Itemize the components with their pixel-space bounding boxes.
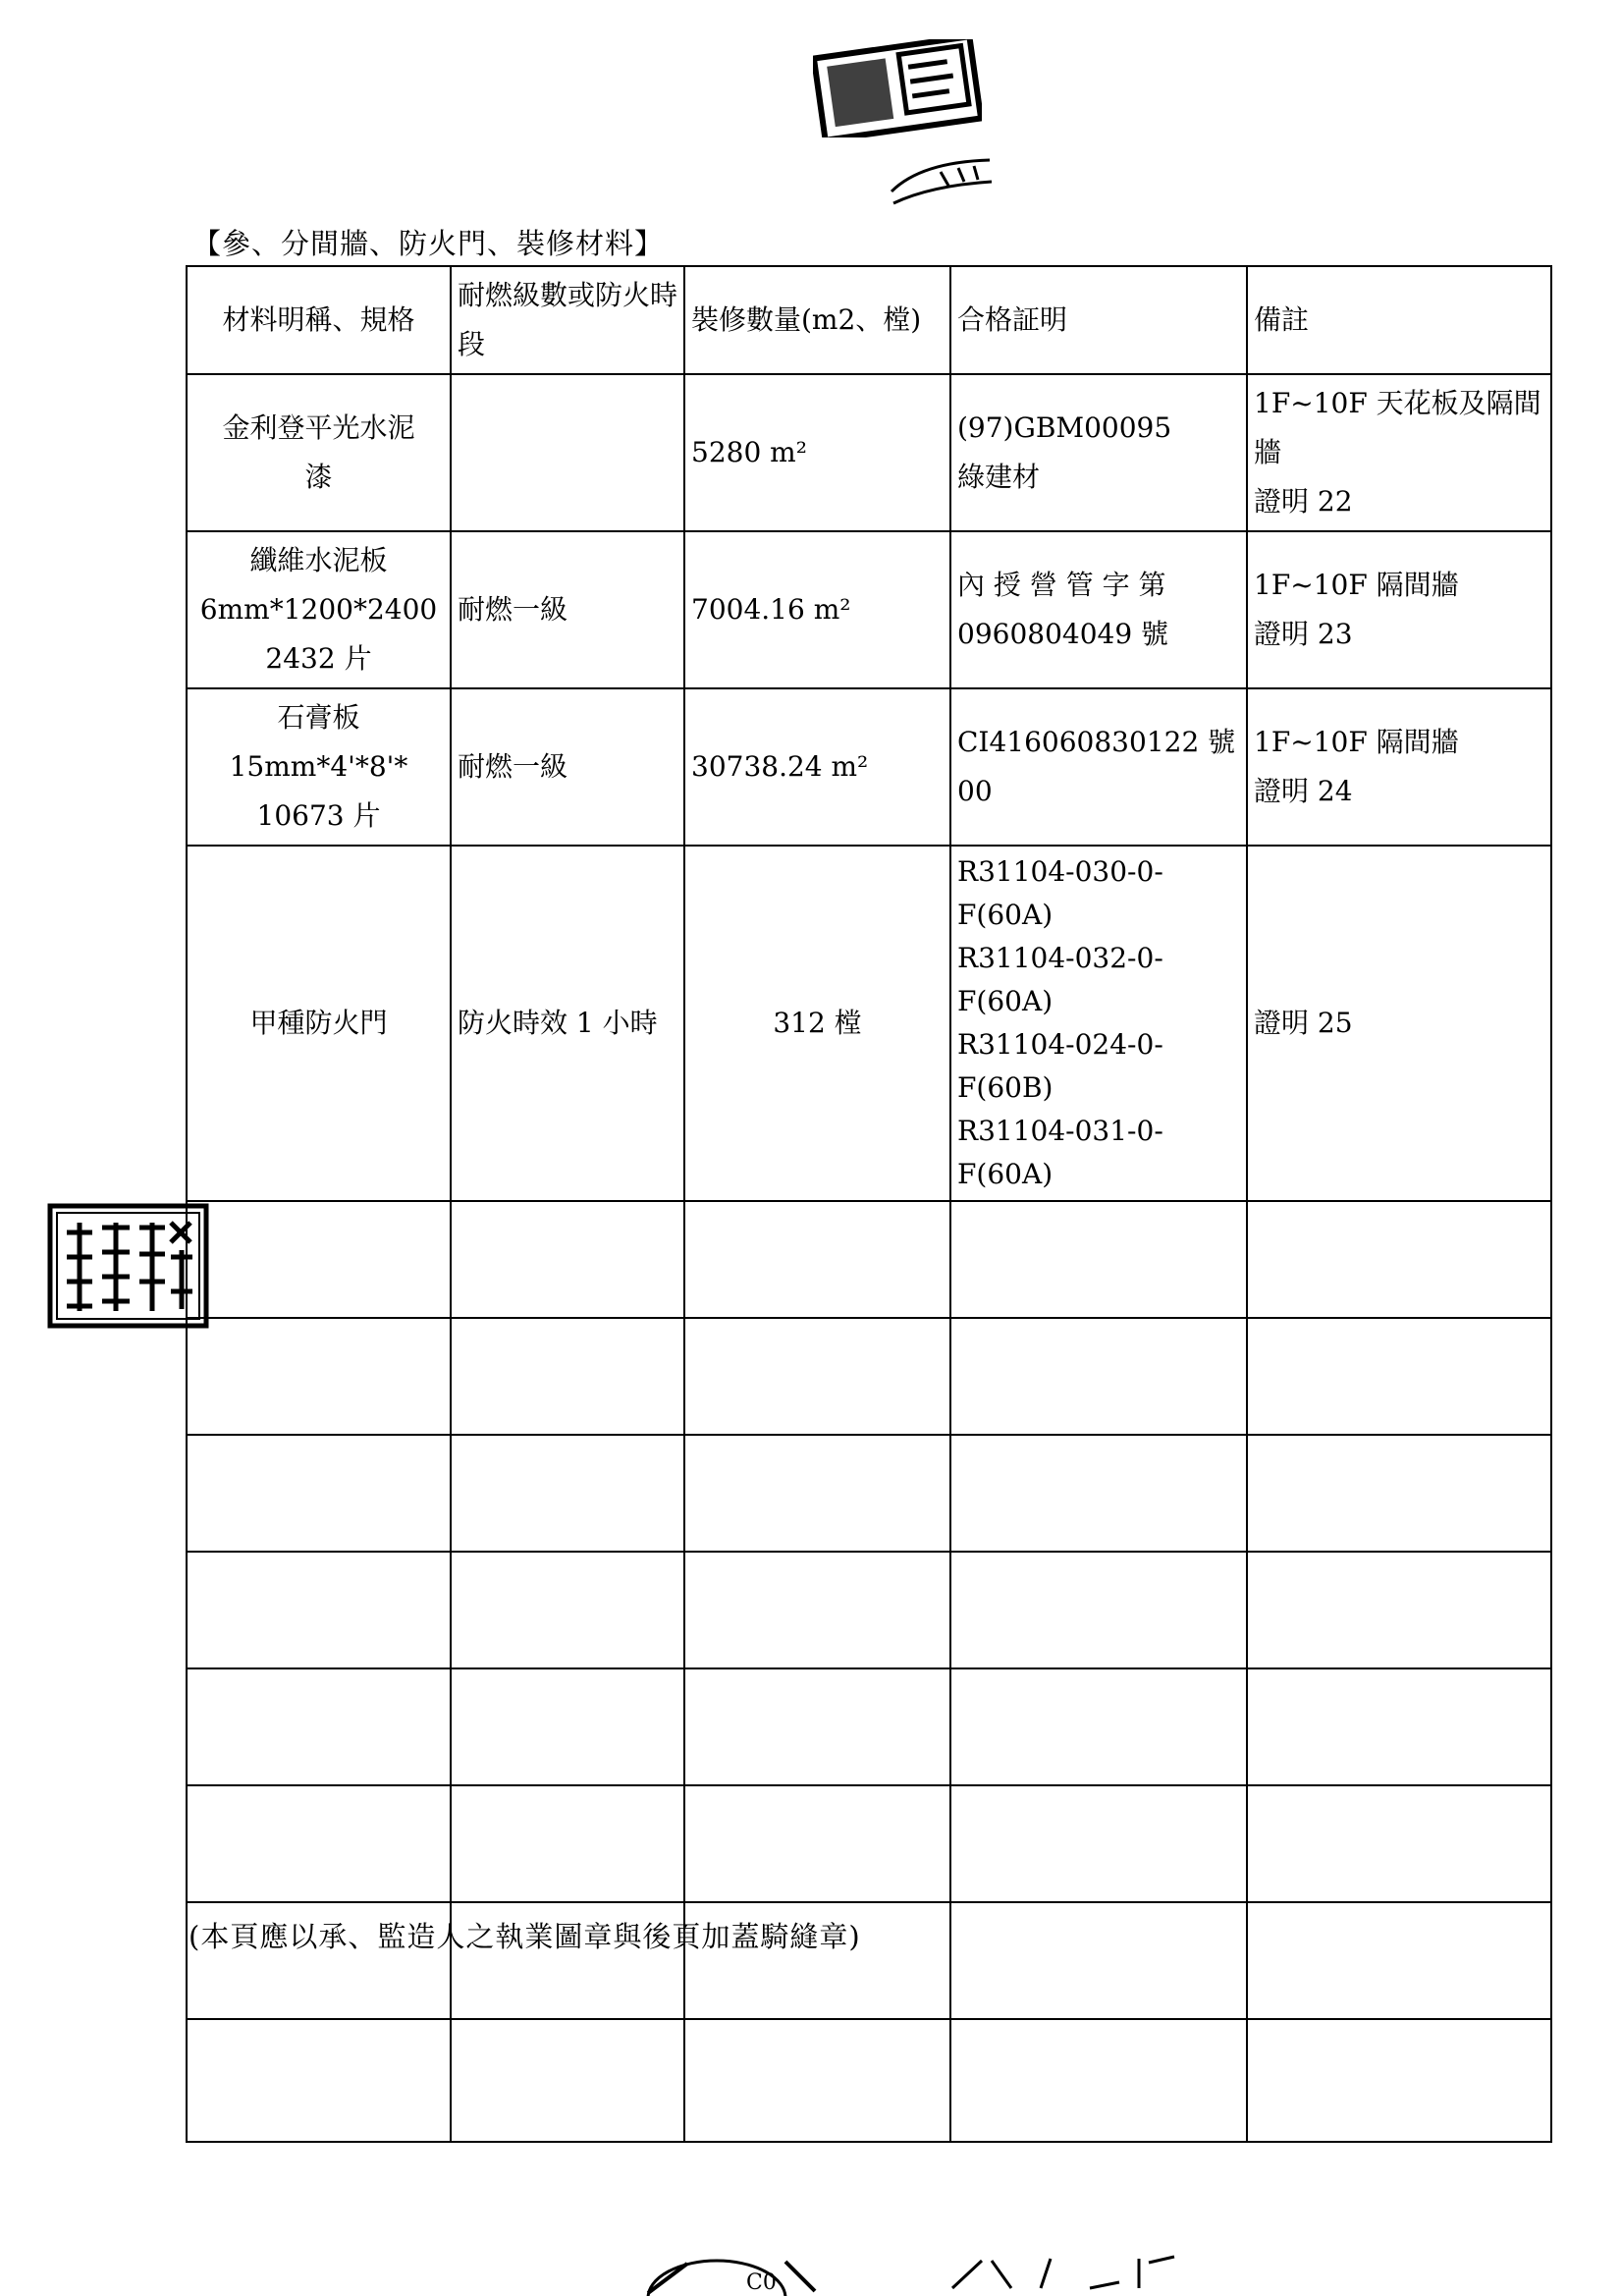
empty-row	[187, 1318, 1551, 1435]
empty-cell	[451, 2019, 684, 2142]
header-quantity: 裝修數量(m2、樘)	[684, 266, 950, 374]
small-seal	[882, 152, 998, 211]
cell-material	[187, 531, 451, 688]
cell-material-line: 石膏板	[277, 701, 360, 734]
empty-cell	[950, 1201, 1247, 1318]
cell-quantity: 312 樘	[684, 846, 950, 1201]
cell-certificate-line: R31104-024-0-F(60B)	[957, 1028, 1163, 1104]
cell-remarks-line: 1F~10F 隔間牆	[1254, 569, 1459, 601]
top-seal	[813, 39, 982, 137]
materials-table	[186, 265, 1552, 2143]
empty-cell	[1247, 1902, 1551, 2019]
empty-cell	[451, 1552, 684, 1668]
cell-fire-rating	[451, 374, 684, 531]
cell-fire-rating: 耐燃一級	[451, 688, 684, 846]
cell-remarks-line: 證明 24	[1254, 775, 1353, 807]
cell-certificate-line: 0960804049 號	[957, 618, 1169, 650]
empty-cell	[950, 1902, 1247, 2019]
cell-certificate-line: R31104-032-0-F(60A)	[957, 942, 1163, 1017]
empty-cell	[684, 1435, 950, 1552]
bottom-seal-right	[943, 2249, 1183, 2296]
empty-row	[187, 1785, 1551, 1902]
header-remarks: 備註	[1247, 266, 1551, 374]
cell-remarks-line: 1F~10F 天花板及隔間牆	[1254, 387, 1541, 468]
cell-material-line: 6mm*1200*2400	[199, 593, 438, 626]
empty-cell	[950, 1785, 1247, 1902]
svg-text:C0: C0	[746, 2270, 777, 2295]
empty-cell	[684, 1201, 950, 1318]
cell-fire-rating: 防火時效 1 小時	[451, 846, 684, 1201]
cell-material-line: 10673 片	[256, 799, 381, 832]
cell-remarks	[1247, 846, 1551, 1201]
empty-cell	[187, 2019, 451, 2142]
cell-certificate-line: CI416060830122 號	[957, 726, 1236, 758]
table-row	[187, 688, 1551, 846]
empty-cell	[950, 1552, 1247, 1668]
cell-remarks-line: 證明 22	[1254, 485, 1353, 518]
cell-material	[187, 688, 451, 846]
header-fire-rating: 耐燃級數或防火時段	[451, 266, 684, 374]
cell-quantity: 7004.16 m²	[684, 531, 950, 688]
empty-cell	[187, 1668, 451, 1785]
empty-cell	[950, 1318, 1247, 1435]
empty-cell	[950, 1668, 1247, 1785]
empty-row	[187, 1201, 1551, 1318]
empty-cell	[684, 1785, 950, 1902]
cell-material-line: 15mm*4'*8'*	[229, 750, 408, 783]
empty-cell	[1247, 1435, 1551, 1552]
cell-remarks-line: 1F~10F 隔間牆	[1254, 726, 1459, 758]
empty-cell	[684, 1668, 950, 1785]
cell-certificate	[950, 374, 1247, 531]
empty-cell	[187, 1435, 451, 1552]
empty-cell	[187, 1318, 451, 1435]
empty-cell	[1247, 1785, 1551, 1902]
cell-certificate	[950, 531, 1247, 688]
empty-cell	[1247, 1201, 1551, 1318]
table-row	[187, 374, 1551, 531]
empty-cell	[684, 2019, 950, 2142]
table-row	[187, 531, 1551, 688]
empty-cell	[451, 1668, 684, 1785]
empty-cell	[451, 1318, 684, 1435]
cell-fire-rating: 耐燃一級	[451, 531, 684, 688]
footnote: (本頁應以承、監造人之執業圖章與後頁加蓋騎縫章)	[189, 1920, 861, 1953]
cell-certificate-line: 內 授 營 管 字 第	[957, 569, 1166, 601]
empty-cell	[684, 1318, 950, 1435]
cell-material-line: 漆	[304, 461, 333, 493]
empty-cell	[1247, 1668, 1551, 1785]
empty-cell	[950, 2019, 1247, 2142]
empty-cell	[451, 1435, 684, 1552]
cell-certificate-line: R31104-031-0-F(60A)	[957, 1115, 1163, 1190]
empty-cell	[1247, 1552, 1551, 1668]
empty-row	[187, 2019, 1551, 2142]
cell-material	[187, 374, 451, 531]
side-seal	[47, 1203, 209, 1329]
empty-row	[187, 1552, 1551, 1668]
cell-material-line: 金利登平光水泥	[222, 411, 415, 444]
cell-certificate-line: 00	[957, 775, 993, 807]
empty-cell	[950, 1435, 1247, 1552]
empty-cell	[187, 1201, 451, 1318]
cell-certificate	[950, 846, 1247, 1201]
empty-cell	[187, 1552, 451, 1668]
cell-material-line: 纖維水泥板	[249, 544, 388, 576]
header-row	[187, 266, 1551, 374]
cell-remarks	[1247, 531, 1551, 688]
header-material: 材料明稱、規格	[187, 266, 451, 374]
cell-remarks	[1247, 374, 1551, 531]
empty-row	[187, 1668, 1551, 1785]
cell-remarks-line: 證明 25	[1254, 1007, 1353, 1039]
empty-cell	[187, 1785, 451, 1902]
cell-material-line: 2432 片	[265, 642, 372, 675]
cell-material	[187, 846, 451, 1201]
cell-quantity: 30738.24 m²	[684, 688, 950, 846]
header-certificate: 合格証明	[950, 266, 1247, 374]
empty-cell	[451, 1201, 684, 1318]
empty-cell	[1247, 2019, 1551, 2142]
section-title: 【參、分間牆、防火門、裝修材料】	[192, 227, 665, 260]
cell-remarks-line: 證明 23	[1254, 618, 1353, 650]
cell-material-line: 甲種防火門	[249, 1007, 388, 1039]
cell-certificate	[950, 688, 1247, 846]
cell-certificate-line: (97)GBM00095	[957, 411, 1172, 444]
empty-row	[187, 1435, 1551, 1552]
empty-cell	[451, 1785, 684, 1902]
cell-quantity: 5280 m²	[684, 374, 950, 531]
cell-certificate-line: 綠建材	[957, 461, 1041, 493]
cell-certificate-line: R31104-030-0-F(60A)	[957, 855, 1163, 931]
empty-cell	[684, 1552, 950, 1668]
empty-cell	[1247, 1318, 1551, 1435]
table-row	[187, 846, 1551, 1201]
bottom-seal-left	[628, 2244, 835, 2296]
cell-remarks	[1247, 688, 1551, 846]
